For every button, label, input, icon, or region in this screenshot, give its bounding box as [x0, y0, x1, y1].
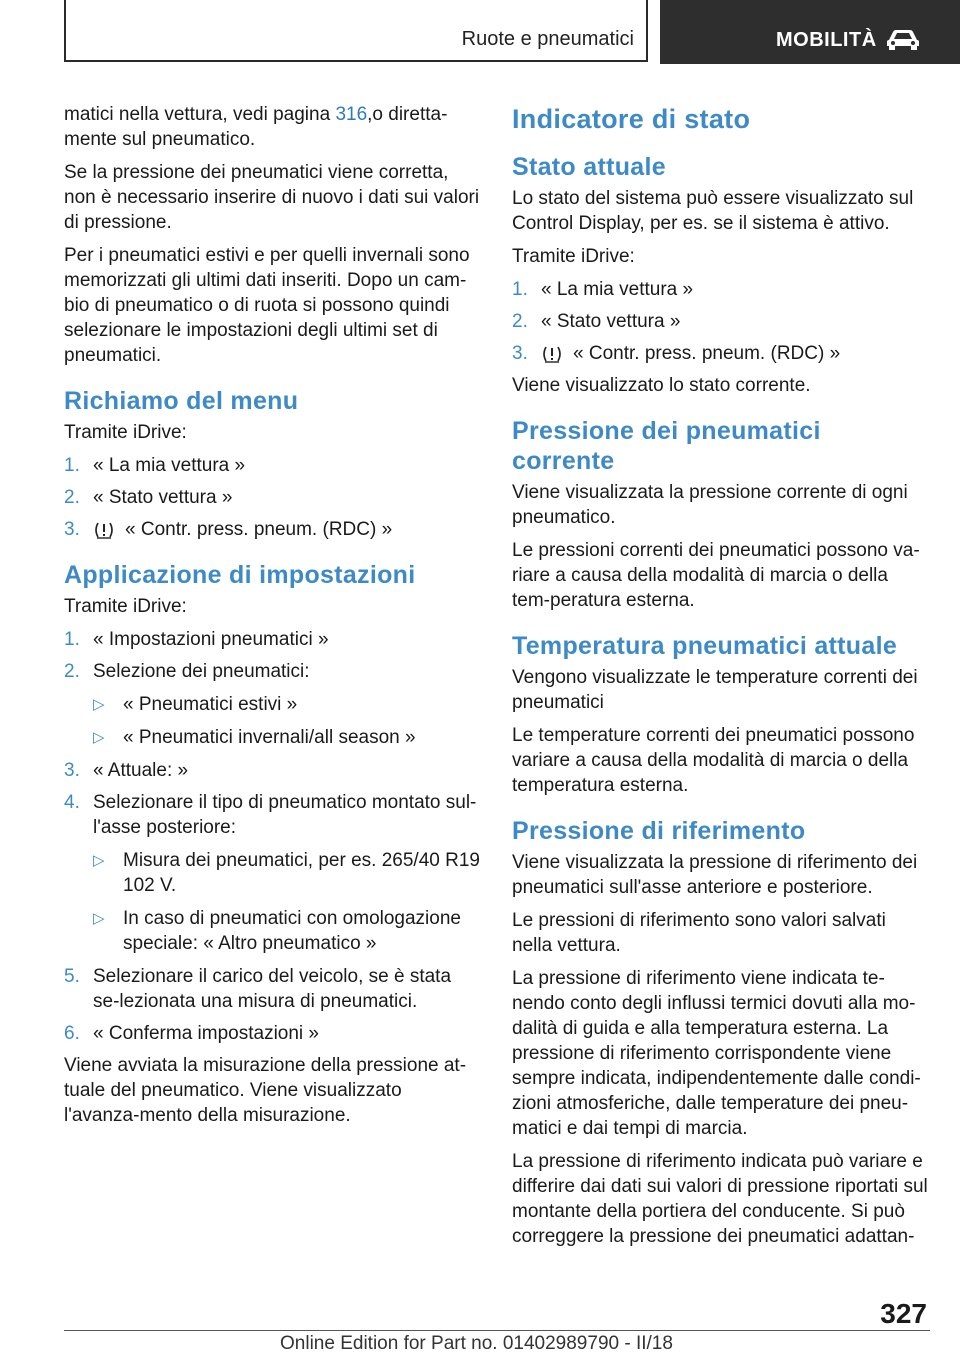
tire-type-options: [93, 692, 482, 750]
current-pressure-paragraph-1: Viene visualizzata la pressione corrente di ogni pneumatico.: [512, 482, 908, 528]
menu-steps: [64, 453, 482, 542]
menu-heading: Richiamo del menu: [64, 387, 299, 415]
triangle-bullet-icon: ▷: [93, 910, 105, 927]
apply-step: 4. Selezionare il tipo di pneumatico montato sul-l'asse posteriore: ▷ Misura dei pneumatici, per es. 265/40 R19 102 V. ▷ In caso di pneumatici con omologazione speciale: « Altro pneumatico »: [64, 790, 482, 956]
sub-item: ▷ « Pneumatici estivi »: [93, 694, 298, 715]
chapter-title: MOBILITÀ: [776, 29, 877, 51]
status-paragraph-3: Viene visualizzato lo stato corrente.: [512, 375, 811, 396]
header-chapter-tab: [660, 0, 960, 64]
temperature-paragraph-1: Vengono visualizzate le temperature correnti dei pneumatici: [512, 667, 918, 713]
reference-paragraph-4: La pressione di riferimento indicata può variare e differire dai dati sui valori di pressione riportati sul montante della portiera del conducente. Si può correggere la pressione dei pneumatici adattan-: [512, 1151, 928, 1247]
status-step: 3. « Contr. press. pneum. (RDC) »: [512, 343, 841, 364]
status-step: 1. « La mia vettura »: [512, 279, 694, 300]
right-column: [512, 102, 930, 1257]
apply-step: 2. Selezione dei pneumatici: ▷ « Pneumatici estivi » ▷ « Pneumatici invernali/all season »: [64, 659, 482, 750]
apply-heading: Applicazione di impostazioni: [64, 561, 416, 589]
apply-intro: Tramite iDrive:: [64, 596, 187, 617]
closing-paragraph: Viene avviata la misurazione della pressione at-tuale del pneumatico. Viene visualizzato l'avanza-mento della misurazione.: [64, 1055, 467, 1126]
sub-item: ▷ In caso di pneumatici con omologazione speciale: « Altro pneumatico »: [93, 908, 461, 954]
footer-divider: [64, 1330, 930, 1331]
car-icon: [885, 28, 921, 50]
reference-paragraph-3: La pressione di riferimento viene indicata te-nendo conto degli influssi termici dovuti alla mo-dalità di guida e alla temperatura esterna. La pressione di riferimento corrispondente viene sempre indicata, indipendentemente dalle condi-zioni atmosferiche, dalle temperature dei pneu-matici e dai tempi di marcia.: [512, 968, 921, 1139]
current-pressure-paragraph-2: Le pressioni correnti dei pneumatici possono va-riare a causa della modalità di marcia o della tem-peratura esterna.: [512, 540, 920, 611]
section-title: Ruote e pneumatici: [461, 28, 634, 50]
menu-step: 1. « La mia vettura »: [64, 455, 246, 476]
status-step: 2. « Stato vettura »: [512, 311, 681, 332]
menu-step: 3. « Contr. press. pneum. (RDC) »: [64, 519, 393, 540]
page-link[interactable]: 316: [335, 104, 368, 125]
temperature-paragraph-2: Le temperature correnti dei pneumatici possono variare a causa della modalità di marcia o della temperatura esterna.: [512, 725, 915, 796]
tire-size-options: [93, 848, 482, 956]
status-heading: Stato attuale: [512, 153, 666, 181]
left-column: [64, 102, 482, 1136]
apply-step: 5. Selezionare il carico del veicolo, se è stata se-lezionata una misura di pneumatici.: [64, 966, 452, 1012]
header-section-box: [64, 0, 648, 62]
status-paragraph-1: Lo stato del sistema può essere visualizzato sul Control Display, per es. se il sistema è attivo.: [512, 188, 914, 234]
intro-paragraph-3: Per i pneumatici estivi e per quelli invernali sono memorizzati gli ultimi dati inseriti. Dopo un cam-bio di pneumatico o di ruota si possono quindi selezionare le impostazioni degli ultimi set di pneumatici.: [64, 245, 470, 366]
tire-pressure-warning-icon: [541, 345, 563, 363]
triangle-bullet-icon: ▷: [93, 852, 105, 869]
apply-step: 1. « Impostazioni pneumatici »: [64, 629, 329, 650]
page-section-title: Indicatore di stato: [512, 104, 751, 134]
triangle-bullet-icon: ▷: [93, 696, 105, 713]
status-steps: [512, 277, 930, 366]
apply-step: 3. « Attuale: »: [64, 760, 189, 781]
triangle-bullet-icon: ▷: [93, 729, 105, 746]
apply-steps: [64, 627, 482, 1046]
status-paragraph-2: Tramite iDrive:: [512, 246, 635, 267]
edition-note: Online Edition for Part no. 01402989790 - II/18: [280, 1333, 673, 1354]
apply-step: 6. « Conferma impostazioni »: [64, 1023, 319, 1044]
intro-paragraph-2: Se la pressione dei pneumatici viene corretta, non è necessario inserire di nuovo i dati sui valori di pressione.: [64, 162, 480, 233]
menu-intro: Tramite iDrive:: [64, 422, 187, 443]
reference-paragraph-1: Viene visualizzata la pressione di riferimento dei pneumatici sull'asse anteriore e posteriore.: [512, 852, 918, 898]
page-number: 327: [880, 1298, 927, 1329]
current-pressure-heading: Pressione dei pneumatici corrente: [512, 417, 821, 475]
reference-pressure-heading: Pressione di riferimento: [512, 817, 806, 845]
menu-step: 2. « Stato vettura »: [64, 487, 233, 508]
reference-paragraph-2: Le pressioni di riferimento sono valori salvati nella vettura.: [512, 910, 886, 956]
temperature-heading: Temperatura pneumatici attuale: [512, 632, 898, 660]
sub-item: ▷ Misura dei pneumatici, per es. 265/40 R19 102 V.: [93, 850, 480, 896]
tire-pressure-warning-icon: [93, 521, 115, 539]
intro-paragraph-1: matici nella vettura, vedi pagina 316,o diretta-mente sul pneumatico.: [64, 104, 448, 150]
sub-item: ▷ « Pneumatici invernali/all season »: [93, 727, 416, 748]
